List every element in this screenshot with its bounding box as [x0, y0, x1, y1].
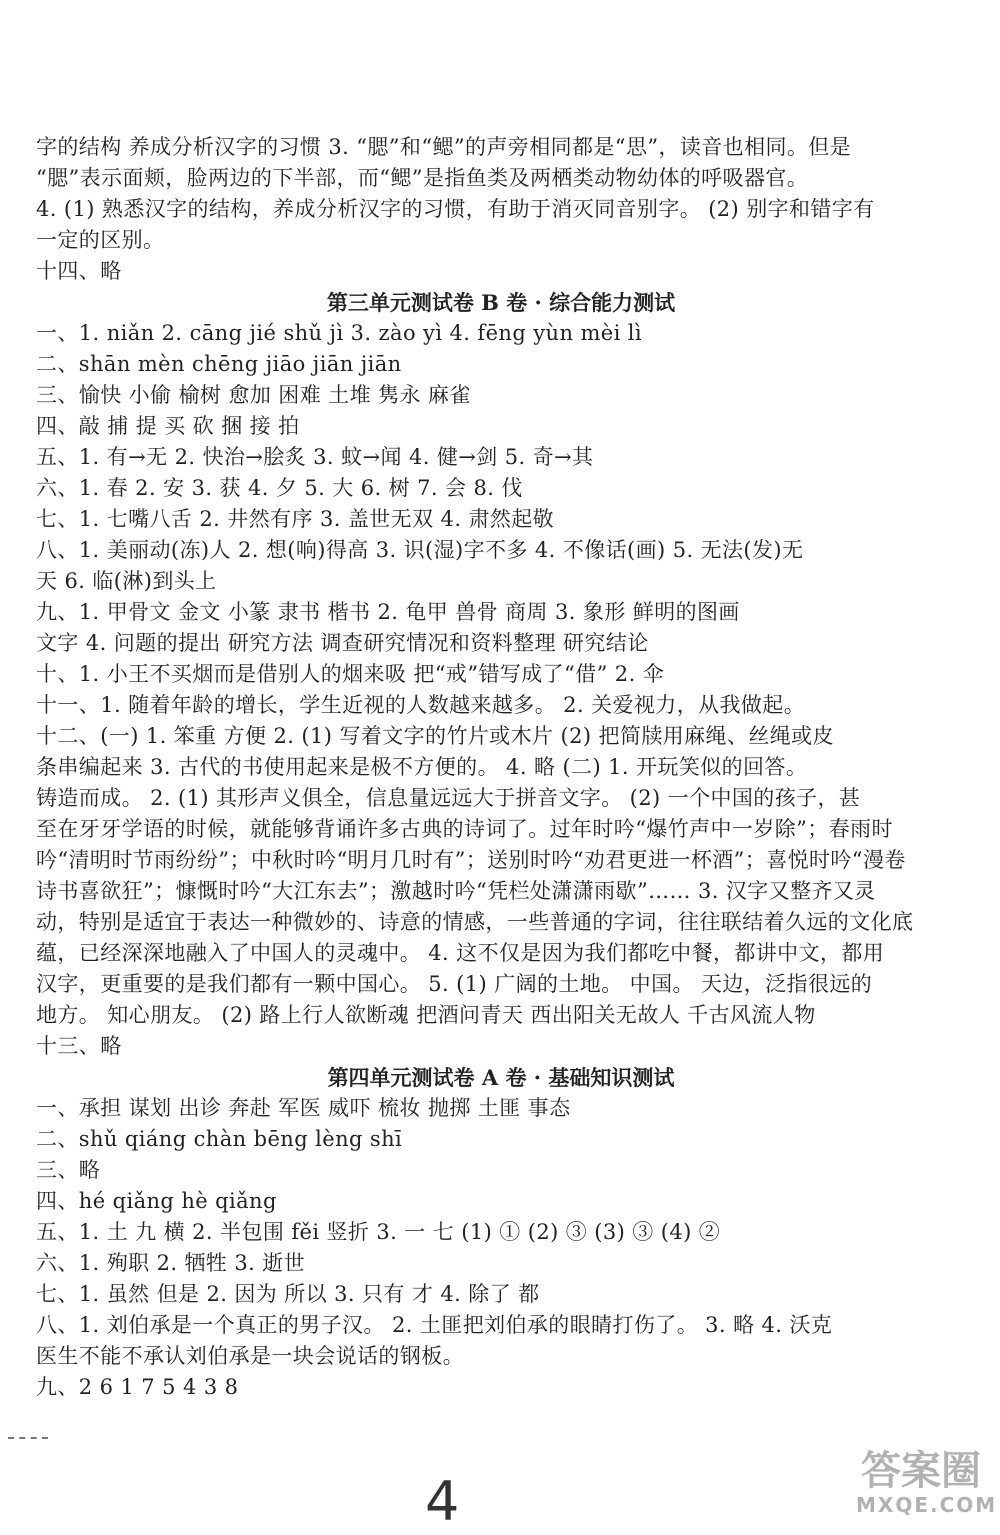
margin-rule — [8, 1437, 48, 1439]
page-number: 4 — [425, 1470, 460, 1533]
section-heading: 第四单元测试卷 A 卷 · 基础知识测试 — [327, 1065, 675, 1090]
text-line: 字的结构 养成分析汉字的习惯 3. “腮”和“鳃”的声旁相同都是“思”，读音也相同。但是 — [36, 135, 852, 159]
text-line: 五、1. 土 九 横 2. 半包围 fěi 竖折 3. ⼀ 七 (1) ① (2) ③ (3) ③ (4) ② — [36, 1220, 721, 1244]
text-line: 动，特别是适宜于表达一种微妙的、诗意的情感，一些普通的字词，往往联结着久远的文化底 — [36, 910, 914, 934]
text-line: 三、略 — [36, 1158, 101, 1182]
text-line: “腮”表示面颊，脸两边的下半部，而“鳃”是指鱼类及两栖类动物幼体的呼吸器官。 — [36, 166, 809, 190]
text-line: 十二、(一) 1. 笨重 方便 2. (1) 写着文字的竹片或木片 (2) 把简牍用麻绳、丝绳或皮 — [36, 724, 834, 748]
text-line: 七、1. 七嘴八舌 2. 井然有序 3. 盖世无双 4. 肃然起敬 — [36, 507, 555, 531]
text-line: 十、1. 小王不买烟而是借别人的烟来吸 把“戒”错写成了“借” 2. 伞 — [36, 662, 665, 686]
text-line: 四、hé qiǎng hè qiǎng — [36, 1189, 277, 1213]
text-line: 医生不能不承认刘伯承是一块会说话的钢板。 — [36, 1344, 464, 1368]
text-line: 十四、略 — [36, 259, 122, 283]
text-line: 地方。 知心朋友。 (2) 路上行人欲断魂 把酒问青天 西出阳关无故人 千古风流人物 — [36, 1003, 816, 1027]
text-line: 二、shān mèn chēng jiāo jiān jiān — [36, 352, 402, 376]
text-line: 六、1. 春 2. 安 3. 获 4. 夕 5. 大 6. 树 7. 会 8. 伐 — [36, 476, 523, 500]
text-line: 八、1. 美丽动(冻)人 2. 想(响)得高 3. 识(湿)字不多 4. 不像话(画) 5. 无法(发)无 — [36, 538, 804, 562]
watermark-title: 答案圈 — [861, 1448, 981, 1494]
text-line: 文字 4. 问题的提出 研究方法 调查研究情况和资料整理 研究结论 — [36, 631, 649, 655]
text-line: 三、愉快 小偷 榆树 愈加 困难 土堆 隽永 麻雀 — [36, 383, 471, 407]
text-line: 一、1. niǎn 2. cāng jié shǔ jì 3. zào yì 4. fēng yùn mèi lì — [36, 321, 643, 345]
text-line: 一、承担 谋划 出诊 奔赴 军医 威吓 梳妆 抛掷 土匪 事态 — [36, 1096, 571, 1120]
text-line: 4. (1) 熟悉汉字的结构，养成分析汉字的习惯，有助于消灭同音别字。 (2) 别字和错字有 — [36, 197, 875, 221]
text-line: 六、1. 殉职 2. 牺牲 3. 逝世 — [36, 1251, 306, 1275]
section-heading: 第三单元测试卷 B 卷 · 综合能力测试 — [326, 290, 676, 315]
text-line: 十一、1. 随着年龄的增长，学生近视的人数越来越多。 2. 关爱视力，从我做起。 — [36, 693, 806, 717]
text-line: 汉字，更重要的是我们都有一颗中国心。 5. (1) 广阔的土地。 中国。 天边，泛指很远的 — [36, 972, 873, 996]
text-line: 九、1. 甲骨文 金文 小篆 隶书 楷书 2. 龟甲 兽骨 商周 3. 象形 鲜明的图画 — [36, 600, 740, 624]
text-line: 四、敲 捕 提 买 砍 捆 接 拍 — [36, 414, 300, 438]
text-line: 七、1. 虽然 但是 2. 因为 所以 3. 只有 才 4. 除了 都 — [36, 1282, 540, 1306]
text-line: 九、2 6 1 7 5 4 3 8 — [36, 1375, 239, 1399]
text-line: 吟“清明时节雨纷纷”；中秋时吟“明月几时有”；送别时吟“劝君更进一杯酒”；喜悦时吟“漫卷 — [36, 848, 906, 872]
answer-page — [36, 132, 966, 1403]
text-line: 天 6. 临(淋)到头上 — [36, 569, 217, 593]
text-line: 条串编起来 3. 古代的书使用起来是极不方便的。 4. 略 (二) 1. 开玩笑似的回答。 — [36, 755, 808, 779]
text-line: 五、1. 有→无 2. 快治→脍炙 3. 蚊→闻 4. 健→剑 5. 奇→其 — [36, 445, 594, 469]
text-line: 二、shǔ qiáng chàn bēng lèng shī — [36, 1127, 403, 1151]
text-line: 诗书喜欲狂”；慷慨时吟“大江东去”；激越时吟“凭栏处潇潇雨歇”…… 3. 汉字又整齐又灵 — [36, 879, 876, 903]
text-line: 蕴，已经深深地融入了中国人的灵魂中。 4. 这不仅是因为我们都吃中餐，都讲中文，都用 — [36, 941, 885, 965]
text-line: 至在牙牙学语的时候，就能够背诵许多古典的诗词了。过年时吟“爆竹声中一岁除”；春雨时 — [36, 817, 893, 841]
text-line: 铸造而成。 2. (1) 其形声义俱全，信息量远远大于拼音文字。 (2) 一个中国的孩子，甚 — [36, 786, 861, 810]
watermark-logo — [856, 1448, 998, 1527]
watermark-domain: MXQE.COM — [856, 1493, 998, 1517]
text-line: 十三、略 — [36, 1034, 122, 1058]
text-line: 一定的区别。 — [36, 228, 165, 252]
text-line: 八、1. 刘伯承是一个真正的男子汉。 2. 土匪把刘伯承的眼睛打伤了。 3. 略 4. 沃克 — [36, 1313, 833, 1337]
